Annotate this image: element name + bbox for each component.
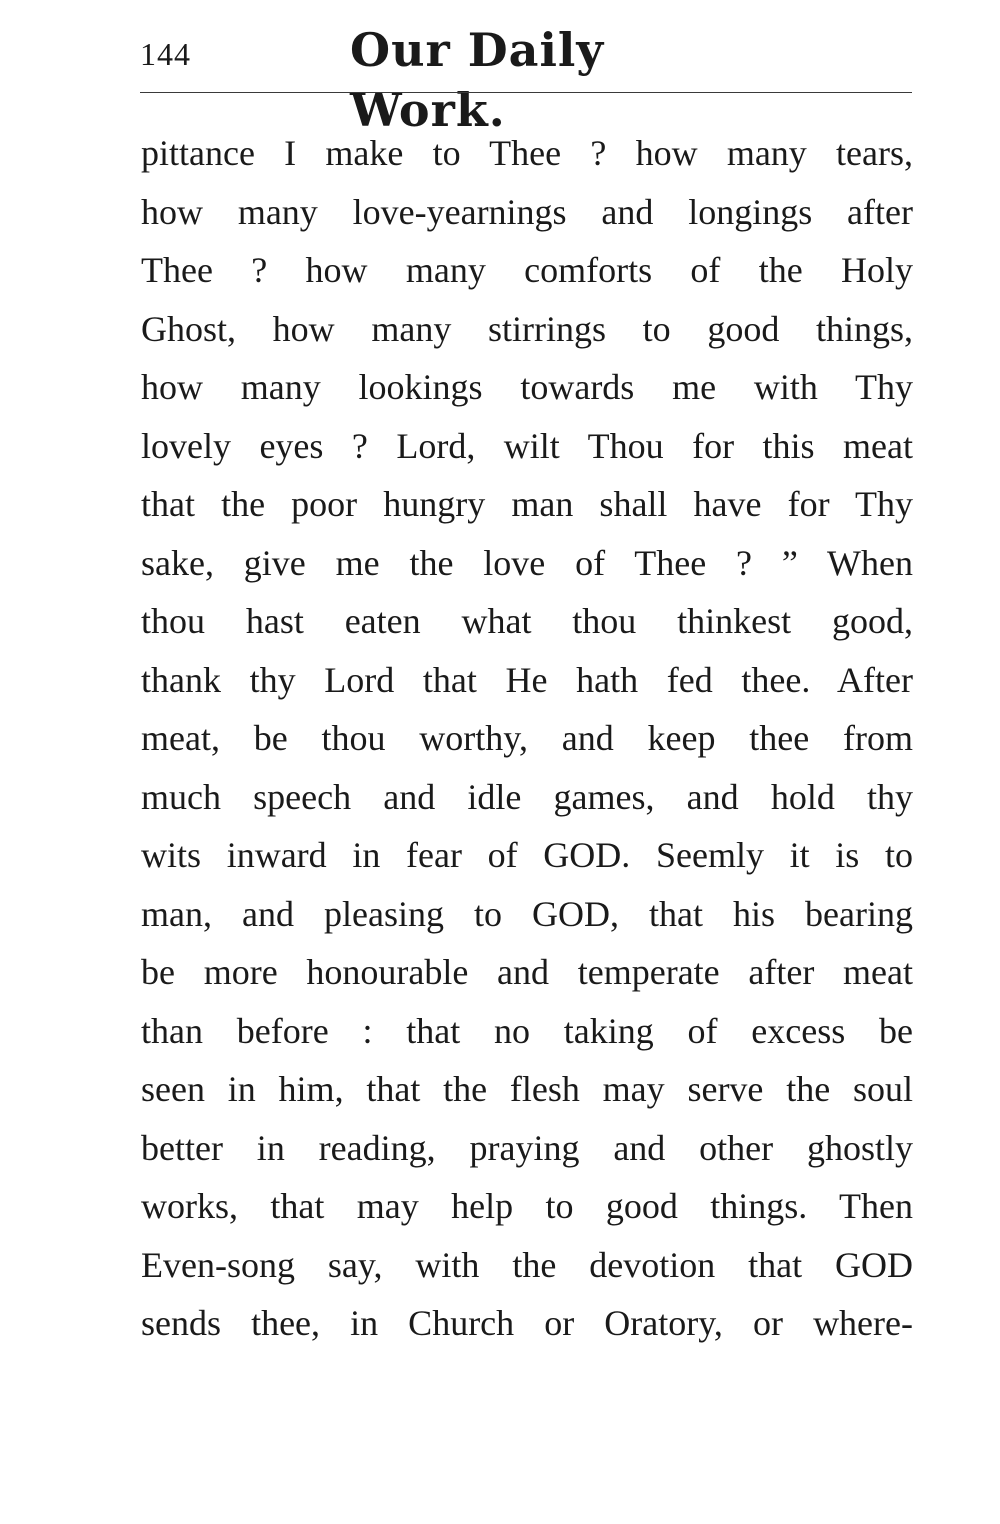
text-line: meat, be thou worthy, and keep thee from (141, 718, 913, 758)
text-line: wits inward in fear of GOD. Seemly it is to (141, 835, 913, 875)
text-line: much speech and idle games, and hold thy (141, 776, 913, 817)
text-line: Even-song say, with the devotion that GOD (141, 1244, 913, 1285)
text-line: be more honourable and temperate after meat (141, 952, 913, 992)
header-rule (140, 92, 912, 93)
text-line: that the poor hungry man shall have for Thy (141, 484, 913, 524)
text-line: sake, give me the love of Thee ? ” When (141, 542, 913, 583)
body-text (141, 124, 913, 1353)
text-line: seen in him, that the flesh may serve the soul (141, 1069, 913, 1109)
text-line: sends thee, in Church or Oratory, or where- (141, 1303, 913, 1343)
text-line: Ghost, how many stirrings to good things, (141, 308, 913, 349)
text-line: man, and pleasing to GOD, that his bearing (141, 893, 913, 934)
text-line: than before : that no taking of excess be (141, 1010, 913, 1051)
text-line: better in reading, praying and other ghostly (141, 1127, 913, 1168)
running-title: Our Daily Work. (350, 23, 605, 137)
text-line: how many lookings towards me with Thy (141, 367, 913, 407)
page-number: 144 (140, 36, 191, 72)
text-line: how many love-yearnings and longings after (141, 191, 913, 232)
text-line: thank thy Lord that He hath fed thee. After (141, 659, 913, 700)
text-line: works, that may help to good things. Then (141, 1186, 913, 1226)
text-line: pittance I make to Thee ? how many tears, (141, 133, 913, 173)
text-line: thou hast eaten what thou thinkest good, (141, 601, 913, 641)
text-line: lovely eyes ? Lord, wilt Thou for this meat (141, 425, 913, 466)
text-line: Thee ? how many comforts of the Holy (141, 250, 913, 290)
